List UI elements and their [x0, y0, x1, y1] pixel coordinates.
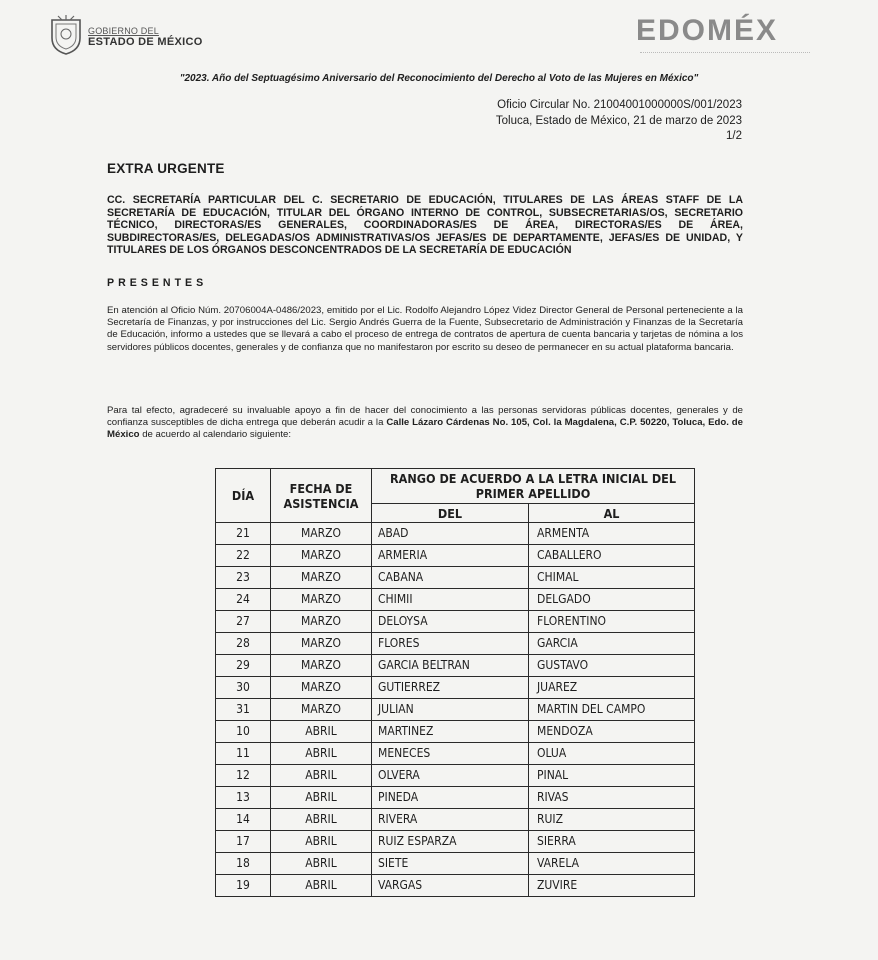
addressee-block: CC. SECRETARÍA PARTICULAR DEL C. SECRETARIO DE EDUCACIÓN, TITULARES DE LAS ÁREAS STAFF DE LA SECRETARÍA DE EDUCACIÓN, TITULAR DEL ÓRGANO INTERNO DE CONTROL, SUBSECRETARIAS/OS, SECRETARIO TÉCNICO, DIRECTORAS/ES GENERALES, COORDINADORAS/ES DE ÁREA, DIRECTORAS/ES DE ÁREA, SUBDIRECTORAS/ES, DELEGADAS/OS ADMINISTRATIVAS/OS JEFAS/ES DE DEPARTAMENTE, JEFAS/ES DE UNIDAD, Y TITULARES DE LOS ÓRGANOS DESCONCENTRADOS DE LA SECRETARÍA DE EDUCACIÓN [107, 194, 743, 257]
month-cell: ABRIL [271, 721, 372, 743]
urgency-label: EXTRA URGENTE [107, 161, 225, 176]
edomex-logo: EDOMÉX [636, 14, 779, 47]
reference-block [496, 98, 742, 145]
day-cell: 28 [216, 633, 271, 655]
month-cell: ABRIL [271, 853, 372, 875]
table-row [216, 721, 695, 743]
to-surname-cell: ZUVIRE [529, 875, 695, 897]
day-cell: 17 [216, 831, 271, 853]
from-surname-cell: GUTIERREZ [372, 677, 529, 699]
paragraph-2-end: de acuerdo al calendario siguiente: [139, 429, 292, 441]
from-surname-cell: RIVERA [372, 809, 529, 831]
day-cell: 21 [216, 523, 271, 545]
place-date: Toluca, Estado de México, 21 de marzo de 2023 [495, 114, 742, 127]
day-cell: 22 [216, 545, 271, 567]
table-row [216, 699, 695, 721]
to-surname-cell: ARMENTA [529, 523, 695, 545]
month-cell: MARZO [271, 545, 372, 567]
day-cell: 29 [216, 655, 271, 677]
day-cell: 18 [216, 853, 271, 875]
header-dia: DÍA [216, 469, 271, 523]
table-row [216, 633, 695, 655]
year-motto: "2023. Año del Septuagésimo Aniversario del Reconocimiento del Derecho al Voto de las Mujeres en México" [179, 73, 699, 84]
month-cell: MARZO [271, 523, 372, 545]
month-cell: ABRIL [271, 809, 372, 831]
month-cell: MARZO [271, 611, 372, 633]
month-cell: MARZO [271, 677, 372, 699]
to-surname-cell: OLUA [529, 743, 695, 765]
header-fecha: FECHA DE ASISTENCIA [271, 469, 372, 523]
from-surname-cell: OLVERA [372, 765, 529, 787]
day-cell: 30 [216, 677, 271, 699]
state-seal-icon [48, 14, 84, 56]
to-surname-cell: JUAREZ [529, 677, 695, 699]
month-cell: MARZO [271, 655, 372, 677]
table-row [216, 567, 695, 589]
table-row [216, 875, 695, 897]
table-row [216, 655, 695, 677]
table-row [216, 853, 695, 875]
day-cell: 11 [216, 743, 271, 765]
to-surname-cell: RUIZ [529, 809, 695, 831]
table-row [216, 831, 695, 853]
day-cell: 14 [216, 809, 271, 831]
day-cell: 10 [216, 721, 271, 743]
schedule-body [216, 523, 695, 897]
from-surname-cell: FLORES [372, 633, 529, 655]
table-row [216, 787, 695, 809]
from-surname-cell: DELOYSA [372, 611, 529, 633]
to-surname-cell: GUSTAVO [529, 655, 695, 677]
table-row [216, 743, 695, 765]
day-cell: 19 [216, 875, 271, 897]
from-surname-cell: ARMERIA [372, 545, 529, 567]
month-cell: ABRIL [271, 787, 372, 809]
table-row [216, 611, 695, 633]
day-cell: 13 [216, 787, 271, 809]
from-surname-cell: RUIZ ESPARZA [372, 831, 529, 853]
logo-underline [640, 52, 810, 58]
body-paragraph-1: En atención al Oficio Núm. 20706004A-0486/2023, emitido por el Lic. Rodolfo Alejandro López Videz Director General de Personal perteneciente a la Secretaría de Finanzas, y por instrucciones del Lic. Sergio Andrés Guerra de la Fuente, Subsecretario de Administración y Finanzas de la Secretaría de Educación, informo a ustedes que se llevará a cabo el proceso de entrega de contratos de apertura de cuenta bancaria y tarjetas de nómina a los servidores públicos docentes, generales y de confianza que no manifestaron por escrito su deseo de permanecer en su actual plataforma bancaria. [107, 305, 743, 353]
paragraph-2-start: Para tal efecto, agradeceré su invaluable apoyo a fin de hacer del conocimiento a las personas servidoras públicas docentes, generales y de confianza susceptibles de dicha entrega que deberán acudir a la [107, 405, 743, 429]
schedule-table [215, 468, 695, 897]
month-cell: ABRIL [271, 875, 372, 897]
to-surname-cell: RIVAS [529, 787, 695, 809]
presentes-label: PRESENTES [107, 277, 208, 289]
month-cell: MARZO [271, 567, 372, 589]
to-surname-cell: PINAL [529, 765, 695, 787]
to-surname-cell: VARELA [529, 853, 695, 875]
day-cell: 24 [216, 589, 271, 611]
from-surname-cell: ABAD [372, 523, 529, 545]
month-cell: MARZO [271, 589, 372, 611]
government-line-1: GOBIERNO DEL [88, 26, 159, 36]
from-surname-cell: MARTINEZ [372, 721, 529, 743]
table-row [216, 523, 695, 545]
from-surname-cell: CHIMII [372, 589, 529, 611]
month-cell: MARZO [271, 699, 372, 721]
month-cell: ABRIL [271, 765, 372, 787]
paragraph-2-address: Calle Lázaro Cárdenas No. 105, Col. la Magdalena, C.P. 50220, Toluca, Edo. de México [107, 417, 744, 441]
to-surname-cell: CHIMAL [529, 567, 695, 589]
day-cell: 31 [216, 699, 271, 721]
header-del: DEL [372, 504, 529, 523]
to-surname-cell: SIERRA [529, 831, 695, 853]
to-surname-cell: FLORENTINO [529, 611, 695, 633]
from-surname-cell: GARCIA BELTRAN [372, 655, 529, 677]
government-name [88, 26, 203, 48]
day-cell: 23 [216, 567, 271, 589]
table-row [216, 677, 695, 699]
to-surname-cell: CABALLERO [529, 545, 695, 567]
government-line-2: ESTADO DE MÉXICO [88, 36, 203, 48]
page-number: 1/2 [726, 130, 742, 142]
from-surname-cell: SIETE [372, 853, 529, 875]
body-paragraph-2 [107, 405, 743, 442]
table-row [216, 809, 695, 831]
from-surname-cell: MENECES [372, 743, 529, 765]
table-row [216, 765, 695, 787]
from-surname-cell: VARGAS [372, 875, 529, 897]
day-cell: 12 [216, 765, 271, 787]
from-surname-cell: JULIAN [372, 699, 529, 721]
table-row [216, 589, 695, 611]
table-row [216, 545, 695, 567]
month-cell: ABRIL [271, 743, 372, 765]
month-cell: ABRIL [271, 831, 372, 853]
from-surname-cell: CABANA [372, 567, 529, 589]
header-al: AL [529, 504, 695, 523]
oficio-number: Oficio Circular No. 21004001000000S/001/2023 [497, 99, 742, 111]
from-surname-cell: PINEDA [372, 787, 529, 809]
header-rango: RANGO DE ACUERDO A LA LETRA INICIAL DEL PRIMER APELLIDO [372, 469, 695, 504]
to-surname-cell: MENDOZA [529, 721, 695, 743]
month-cell: MARZO [271, 633, 372, 655]
to-surname-cell: DELGADO [529, 589, 695, 611]
to-surname-cell: GARCIA [529, 633, 695, 655]
day-cell: 27 [216, 611, 271, 633]
to-surname-cell: MARTIN DEL CAMPO [529, 699, 695, 721]
